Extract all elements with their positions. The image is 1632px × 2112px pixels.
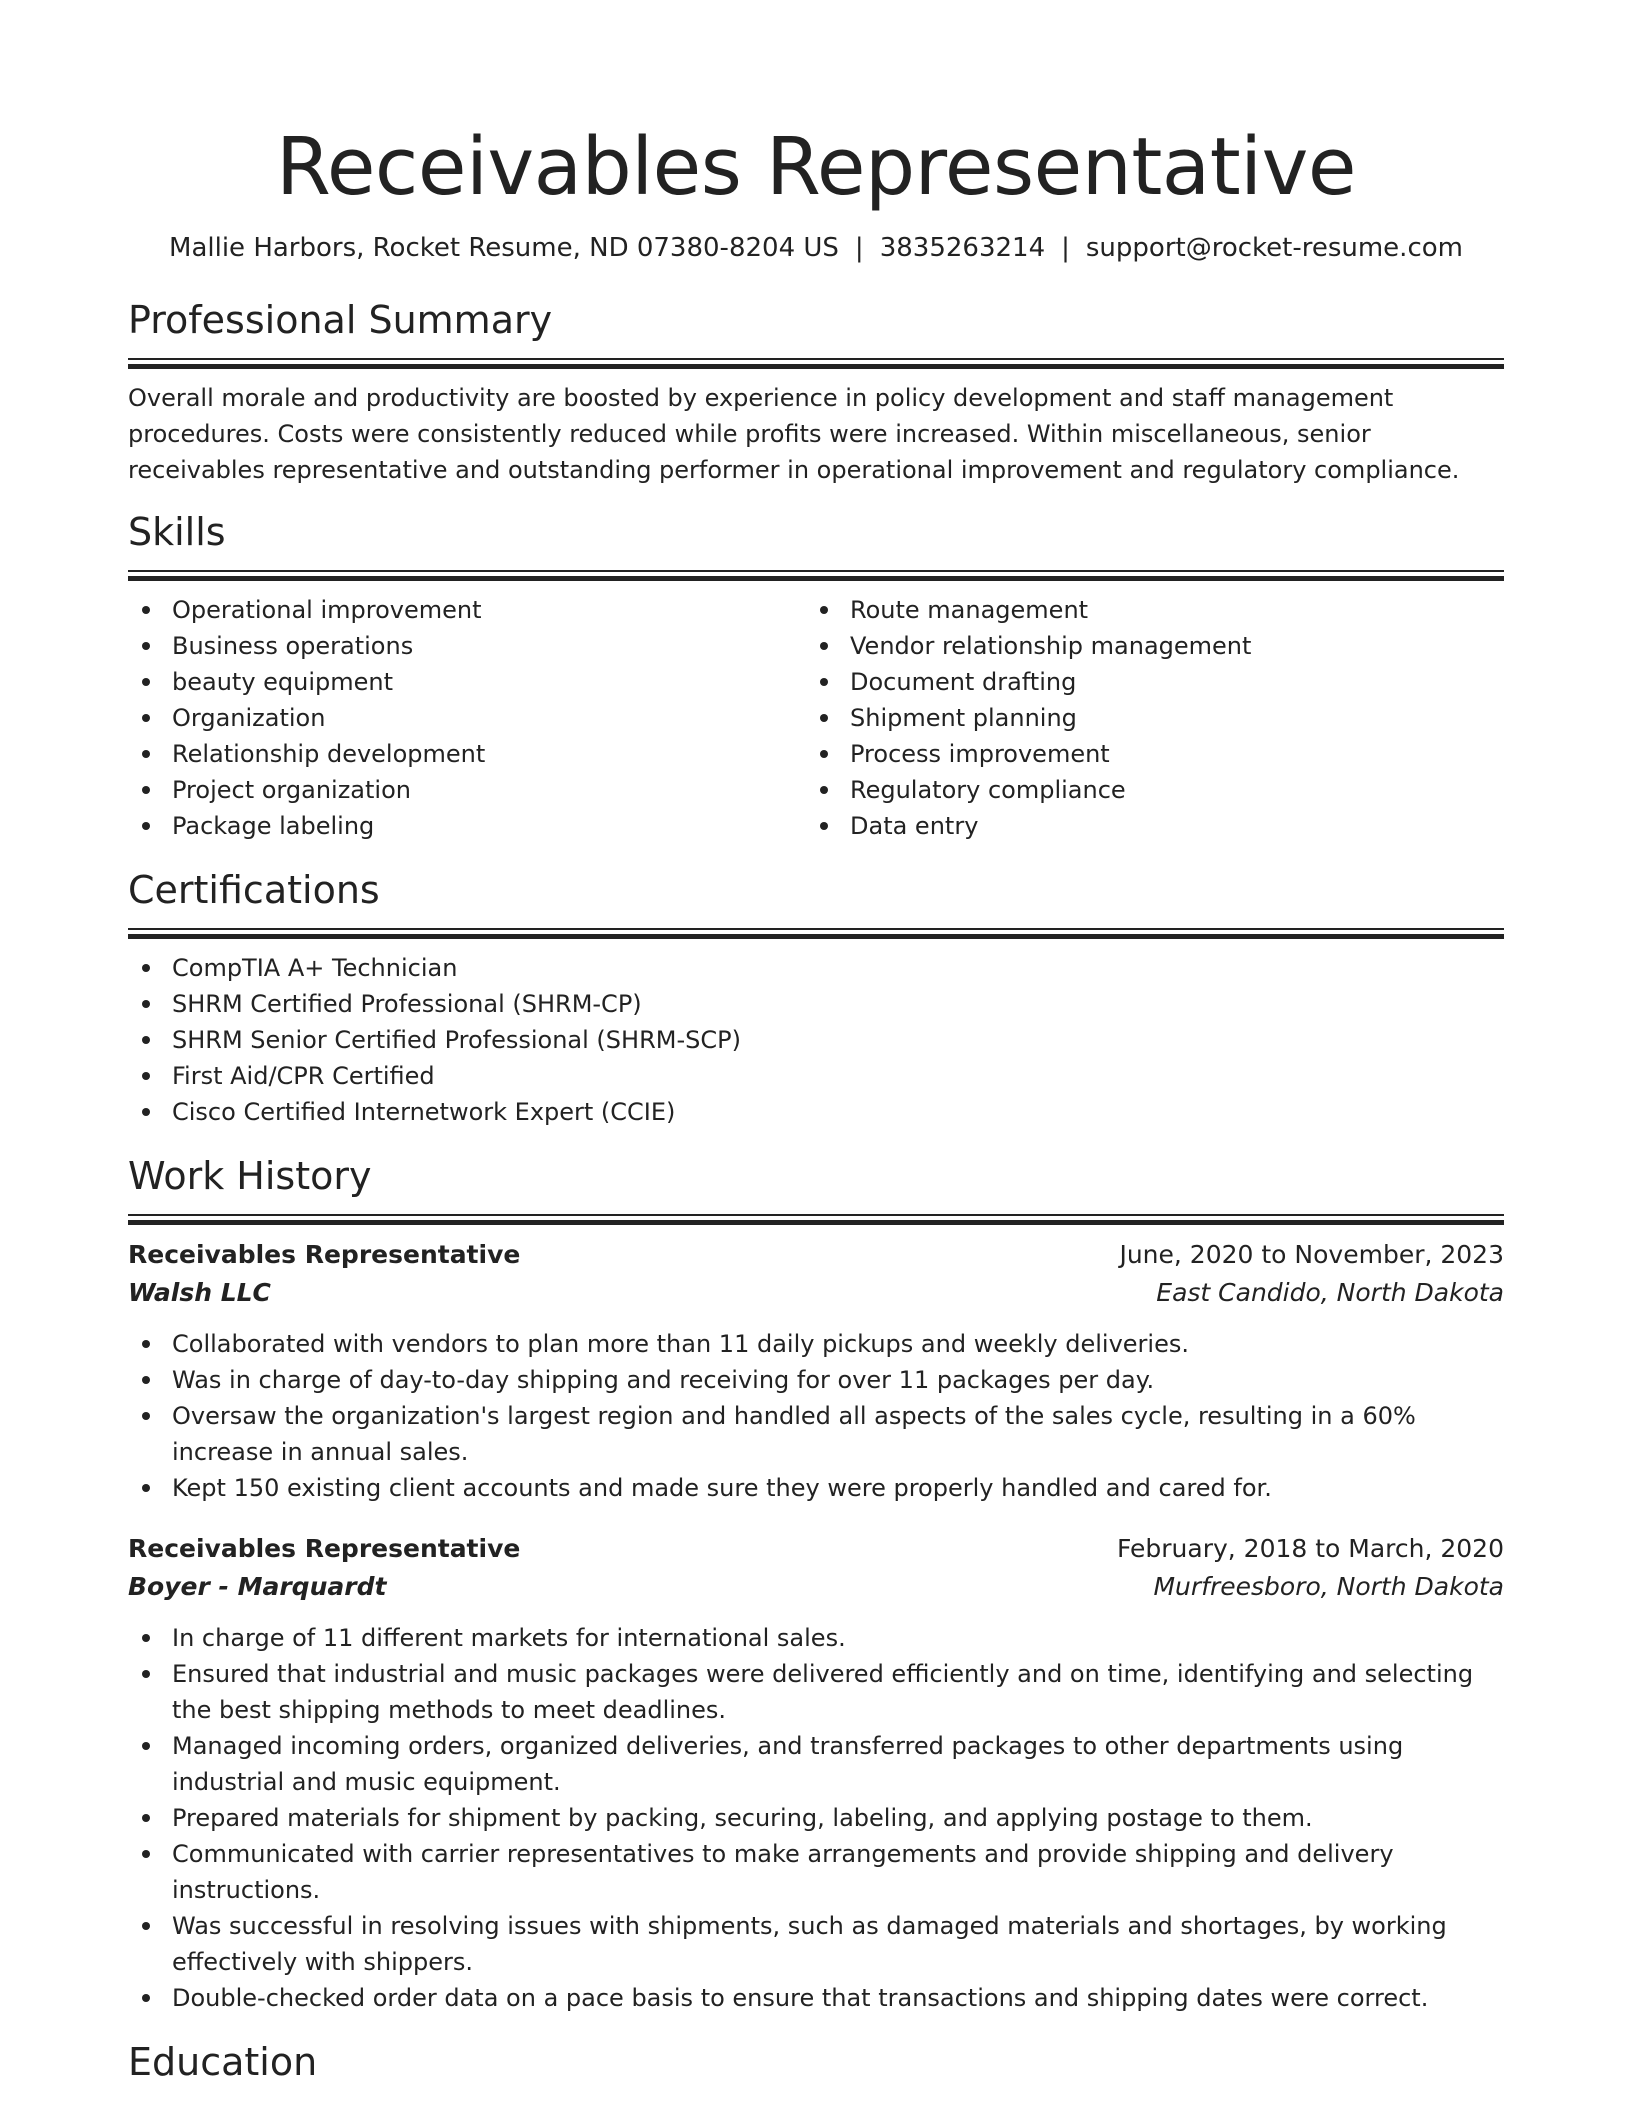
skills-list-left — [128, 592, 806, 844]
contact-separator: | — [1061, 233, 1070, 263]
list-item: Relationship development — [128, 736, 806, 772]
job-location: East Candido, North Dakota — [1156, 1278, 1504, 1307]
list-item: Organization — [128, 700, 806, 736]
job-dates: February, 2018 to March, 2020 — [1116, 1534, 1504, 1563]
list-item: Business operations — [128, 628, 806, 664]
list-item: Was in charge of day-to-day shipping and receiving for over 11 packages per day. — [128, 1362, 1504, 1398]
job-header — [128, 1530, 1504, 1568]
list-item: Double-checked order data on a pace basis to ensure that transactions and shipping dates were correct. — [128, 1980, 1504, 2016]
list-item: Process improvement — [806, 736, 1484, 772]
contact-separator: | — [854, 233, 864, 263]
contact-line — [128, 230, 1504, 266]
list-item: Oversaw the organization's largest region and handled all aspects of the sales cycle, resulting in a 60% increase in annual sales. — [128, 1398, 1504, 1470]
list-item: Project organization — [128, 772, 806, 808]
list-item: Cisco Certified Internetwork Expert (CCIE) — [128, 1094, 1504, 1130]
job-bullets — [128, 1620, 1504, 2016]
job-entry — [128, 1236, 1504, 1506]
list-item: SHRM Senior Certified Professional (SHRM-SCP) — [128, 1022, 1504, 1058]
list-item: Operational improvement — [128, 592, 806, 628]
job-header — [128, 1236, 1504, 1274]
list-item: Package labeling — [128, 808, 806, 844]
work-history-section — [128, 1152, 1504, 2016]
certifications-list — [128, 950, 1504, 1130]
section-heading-certifications: Certifications — [128, 868, 380, 912]
job-subheader — [128, 1568, 1504, 1606]
section-divider — [128, 570, 1504, 580]
job-bullets — [128, 1326, 1504, 1506]
section-divider — [128, 1214, 1504, 1224]
job-company: Boyer - Marquardt — [128, 1572, 387, 1601]
list-item: Document drafting — [806, 664, 1484, 700]
job-location: Murfreesboro, North Dakota — [1153, 1572, 1504, 1601]
list-item: In charge of 11 different markets for international sales. — [128, 1620, 1504, 1656]
contact-email[interactable]: support@rocket-resume.com — [1085, 233, 1463, 263]
contact-address: Mallie Harbors, Rocket Resume, ND 07380-8204 US — [169, 233, 839, 263]
list-item: Ensured that industrial and music packages were delivered efficiently and on time, identifying and selecting the best shipping methods to meet deadlines. — [128, 1656, 1504, 1728]
job-title: Receivables Representative — [128, 1534, 521, 1563]
list-item: Regulatory compliance — [806, 772, 1484, 808]
list-item: Prepared materials for shipment by packing, securing, labeling, and applying postage to them. — [128, 1800, 1504, 1836]
list-item: Collaborated with vendors to plan more than 11 daily pickups and weekly deliveries. — [128, 1326, 1504, 1362]
section-heading-skills: Skills — [128, 510, 226, 554]
section-heading-summary: Professional Summary — [128, 298, 553, 342]
list-item: SHRM Certified Professional (SHRM-CP) — [128, 986, 1504, 1022]
section-heading-education: Education — [128, 2040, 318, 2084]
summary-text: Overall morale and productivity are boosted by experience in policy development and staff management procedures. Costs were consistently reduced while profits were increased. Within miscellaneous, senior receivables representative and outstanding performer in operational improvement and regulatory compliance. — [128, 384, 1460, 484]
certifications-section — [128, 866, 1504, 1130]
job-dates: June, 2020 to November, 2023 — [1119, 1240, 1504, 1269]
job-subheader — [128, 1274, 1504, 1312]
education-section — [128, 2038, 1504, 2086]
list-item: CompTIA A+ Technician — [128, 950, 1504, 986]
list-item: Shipment planning — [806, 700, 1484, 736]
job-company: Walsh LLC — [128, 1278, 271, 1307]
resume-title: Receivables Representative — [275, 121, 1356, 213]
list-item: Route management — [806, 592, 1484, 628]
skills-section — [128, 508, 1504, 844]
list-item: Communicated with carrier representatives to make arrangements and provide shipping and delivery instructions. — [128, 1836, 1504, 1908]
list-item: Vendor relationship management — [806, 628, 1484, 664]
section-divider — [128, 928, 1504, 938]
skills-list-right — [806, 592, 1484, 844]
list-item: Managed incoming orders, organized deliveries, and transferred packages to other departments using industrial and music equipment. — [128, 1728, 1504, 1800]
list-item: Data entry — [806, 808, 1484, 844]
job-title: Receivables Representative — [128, 1240, 521, 1269]
summary-section — [128, 296, 1504, 488]
section-divider — [128, 358, 1504, 368]
contact-phone: 3835263214 — [879, 233, 1046, 263]
job-entry — [128, 1530, 1504, 2016]
list-item: Was successful in resolving issues with shipments, such as damaged materials and shortages, by working effectively with shippers. — [128, 1908, 1504, 1980]
section-heading-work-history: Work History — [128, 1154, 372, 1198]
resume-content — [128, 118, 1504, 2086]
list-item: beauty equipment — [128, 664, 806, 700]
list-item: Kept 150 existing client accounts and made sure they were properly handled and cared for. — [128, 1470, 1504, 1506]
list-item: First Aid/CPR Certified — [128, 1058, 1504, 1094]
skills-columns — [128, 580, 1504, 844]
